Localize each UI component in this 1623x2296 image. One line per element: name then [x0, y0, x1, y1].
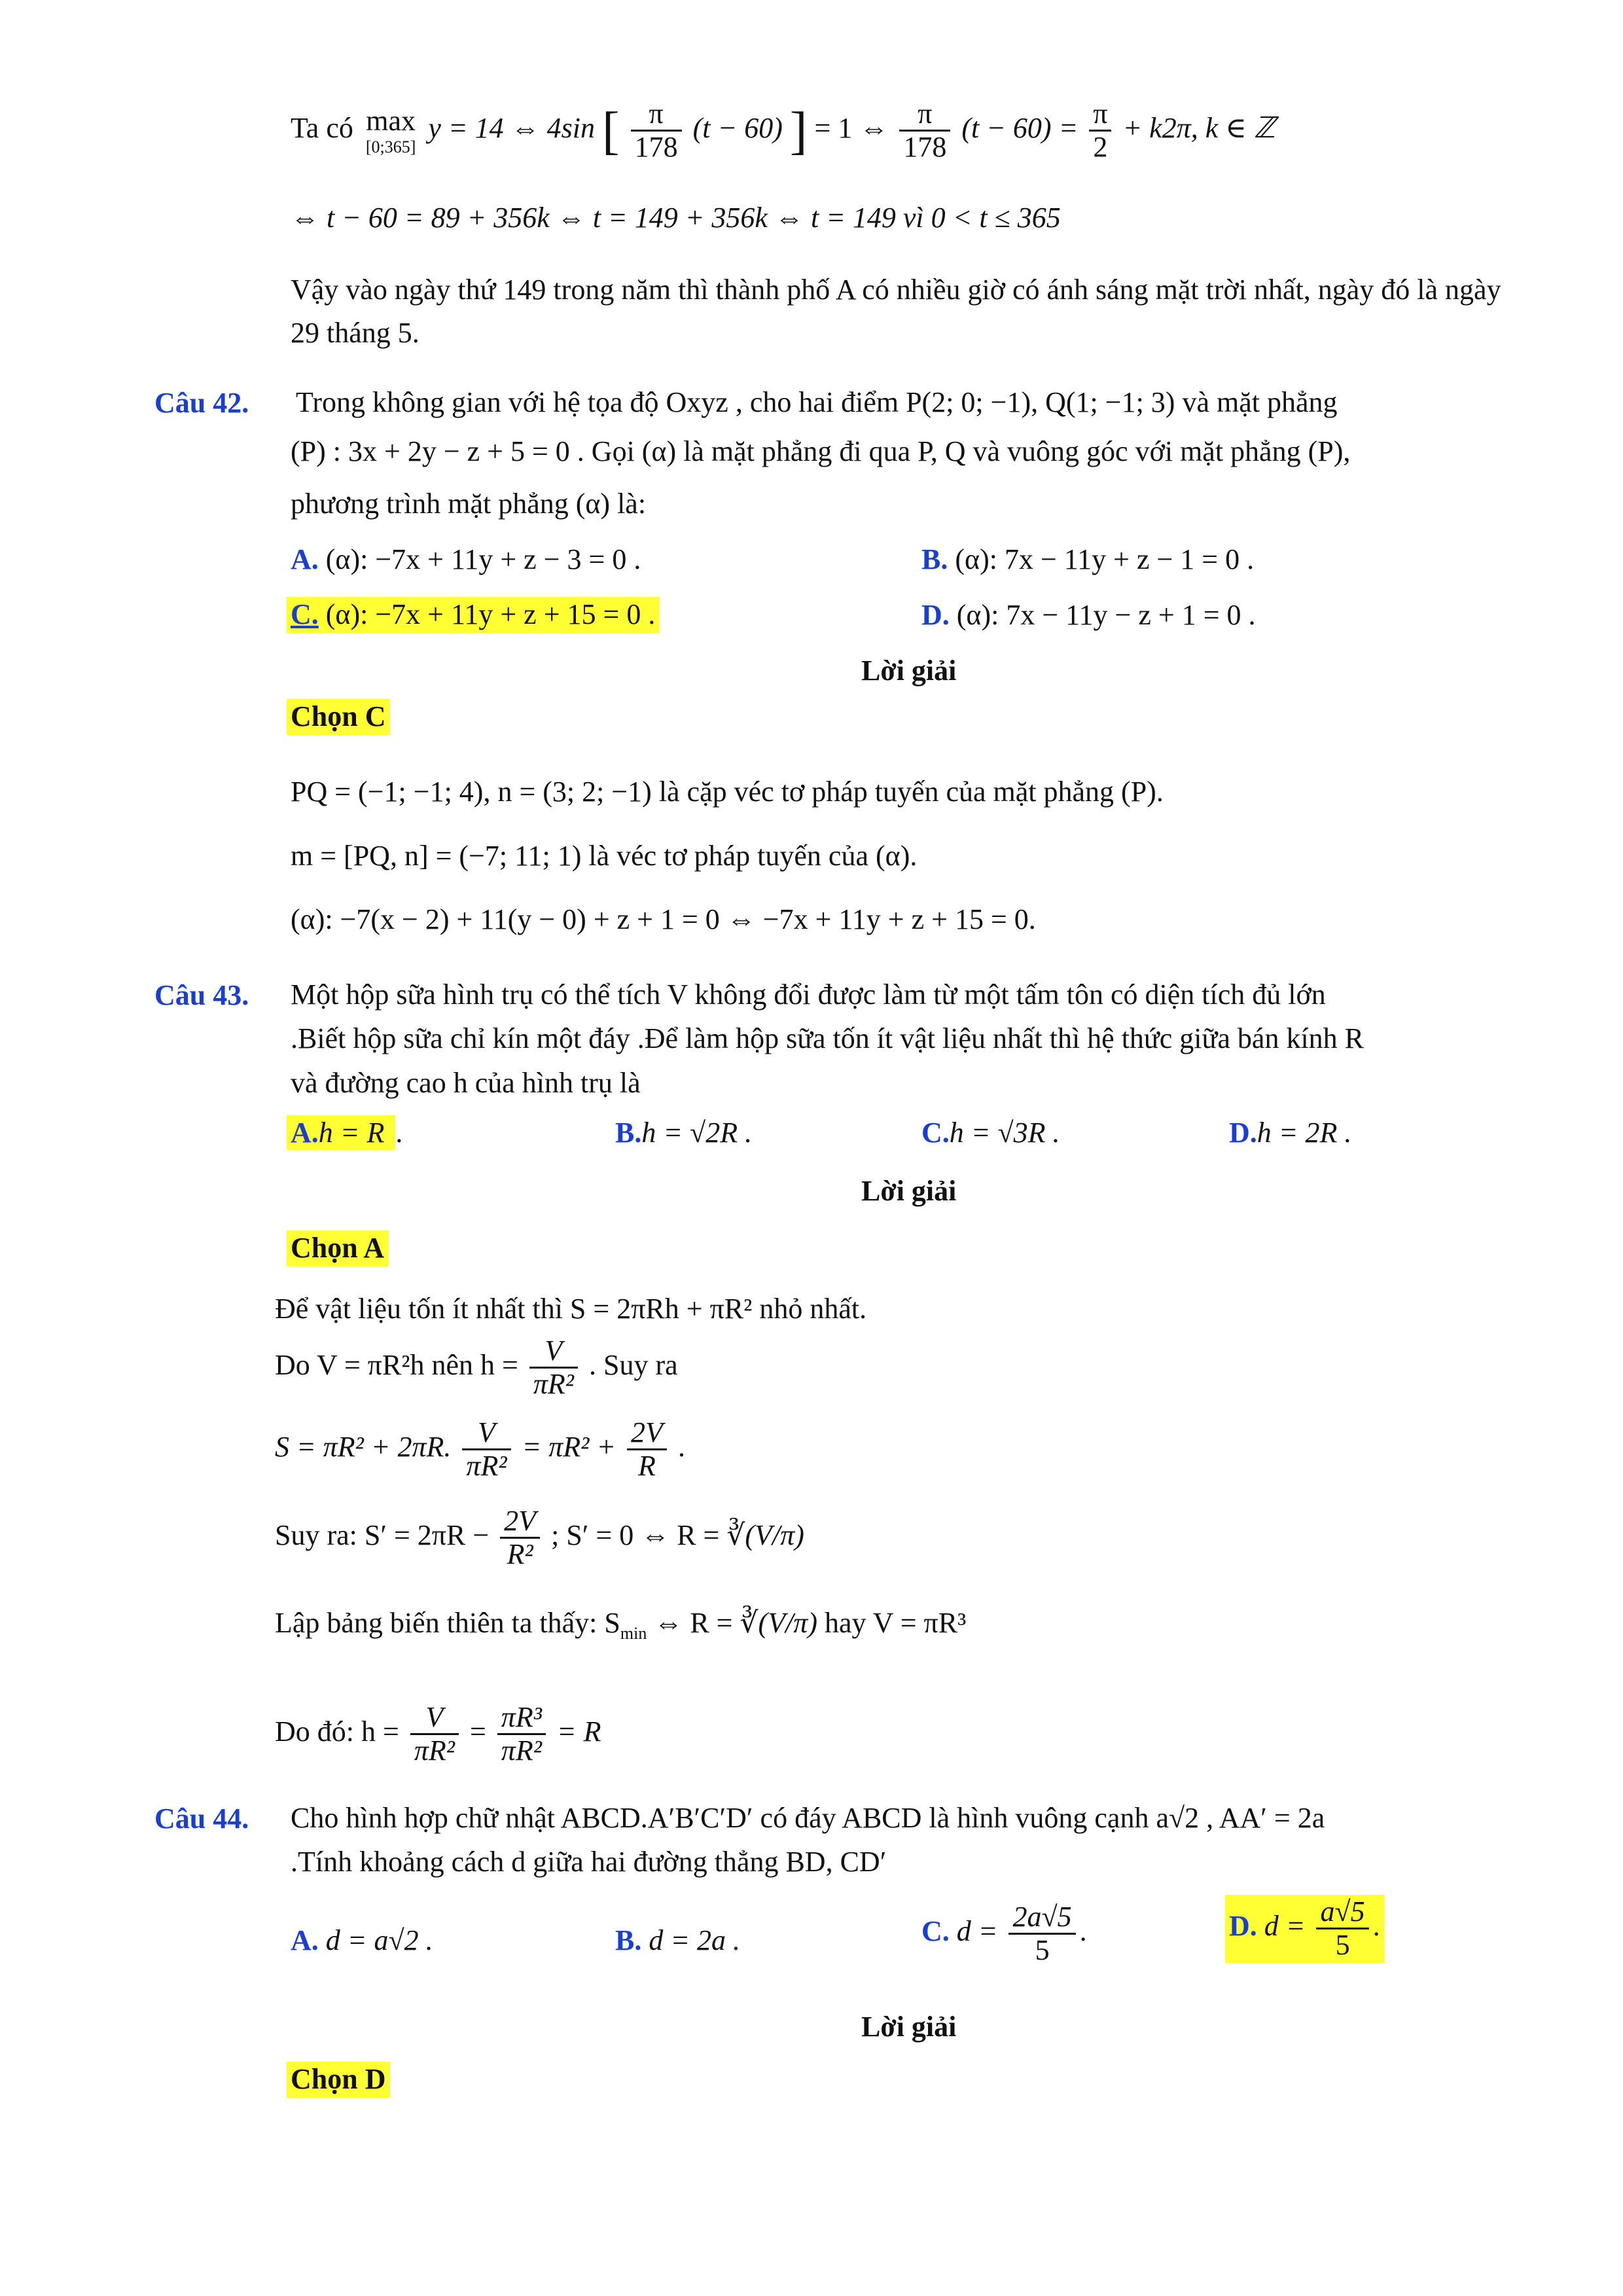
option-text: d =: [1264, 1909, 1306, 1942]
intro-line-1: [291, 98, 1275, 164]
option-letter: A.: [291, 1117, 319, 1149]
option-text: d =: [956, 1914, 998, 1947]
q43-solution-title: Lời giải: [861, 1175, 957, 1207]
q43-solution-4: [275, 1505, 804, 1571]
q42-stem-1: Trong không gian với hệ tọa độ Oxyz , cho hai điểm P(2; 0; −1), Q(1; −1; 3) và mặt phẳng: [296, 386, 1338, 418]
q43-stem-1: Một hộp sữa hình trụ có thể tích V không đổi được làm từ một tấm tôn có diện tích đủ lớn: [291, 978, 1326, 1011]
cube-root: ∛(V/π): [740, 1607, 817, 1639]
option-text: (α): −7x + 11y + z − 3 = 0 .: [325, 543, 641, 575]
option-letter: B.: [615, 1924, 642, 1956]
q43-solution-5: [275, 1607, 966, 1643]
q43-choice: Chọn A: [287, 1230, 388, 1266]
frac-den: R²: [507, 1538, 533, 1571]
intro-math-a: y = 14 ⇔ 4sin: [428, 111, 595, 144]
intro-math-d: (t − 60) =: [961, 111, 1079, 144]
intro-math-c: = 1 ⇔: [814, 111, 889, 144]
bracket-close: ]: [789, 101, 808, 160]
option-letter: D.: [921, 599, 950, 631]
intro-math-b: (t − 60): [692, 111, 783, 144]
option-letter: D.: [1229, 1117, 1257, 1149]
q42-solution-2: m = [PQ, n] = (−7; 11; 1) là véc tơ pháp tuyến của (α).: [291, 840, 918, 872]
frac-den: 5: [1335, 1929, 1350, 1962]
option-letter: C.: [291, 598, 319, 630]
intro-prefix: Ta có: [291, 111, 353, 144]
sol-text: =: [469, 1715, 486, 1748]
subscript: min: [620, 1623, 647, 1643]
option-text: h = √2R .: [641, 1117, 753, 1149]
q42-option-c[interactable]: [287, 597, 659, 633]
sol-text: = πR² +: [522, 1430, 616, 1463]
frac-num: π: [631, 98, 682, 132]
q44-stem-1: Cho hình hợp chữ nhật ABCD.A′B′C′D′ có đáy ABCD là hình vuông cạnh a√2 , AA′ = 2a: [291, 1802, 1325, 1834]
fraction: [497, 1702, 546, 1767]
option-text: h = R: [318, 1117, 385, 1149]
q43-option-a[interactable]: [287, 1117, 402, 1150]
option-letter: C.: [921, 1117, 950, 1149]
q42-label: Câu 42.: [154, 387, 249, 419]
sol-text: Suy ra: S′ = 2πR −: [275, 1518, 490, 1551]
q42-option-a[interactable]: [291, 543, 641, 577]
sol-text: Lập bảng biến thiên ta thấy: S: [275, 1607, 620, 1639]
q42-option-b[interactable]: [921, 543, 1254, 577]
option-letter: C.: [921, 1914, 950, 1947]
frac-num: V: [410, 1702, 459, 1735]
intro-conclusion: Vậy vào ngày thứ 149 trong năm thì thành phố A có nhiều giờ có ánh sáng mặt trời nhất, ngày đó là ngày 29 tháng 5.: [291, 274, 1501, 349]
frac-num: 2a√5: [1008, 1901, 1075, 1935]
q43-solution-3: [275, 1417, 685, 1482]
cube-root: ∛(V/π): [726, 1518, 804, 1551]
q44-label: Câu 44.: [154, 1803, 249, 1835]
q44-option-d[interactable]: D. d = $\frac{a√5}{5}$ .: [1225, 1895, 1384, 1963]
q42-option-d[interactable]: [921, 599, 1256, 632]
q44-choice: Chọn D: [287, 2062, 390, 2098]
option-letter: B.: [615, 1117, 642, 1149]
q43-solution-6: [275, 1702, 601, 1767]
frac-den: πR²: [501, 1734, 542, 1767]
intro-frac-pi-178-2: [899, 98, 950, 164]
q42-solution-1: PQ = (−1; −1; 4), n = (3; 2; −1) là cặp véc tơ pháp tuyến của mặt phẳng (P).: [291, 776, 1164, 808]
fraction: [462, 1417, 510, 1482]
sol-text: Do V = πR²h nên h =: [275, 1348, 518, 1381]
frac-den: 2: [1093, 131, 1108, 164]
q43-solution-2: [275, 1335, 678, 1401]
frac-num: V: [529, 1335, 578, 1369]
q44-option-b[interactable]: [615, 1924, 740, 1958]
frac-num: π: [1089, 98, 1111, 132]
sol-text: = R: [556, 1715, 601, 1748]
sol-text: ⇔ R =: [654, 1607, 733, 1639]
option-tail: .: [395, 1117, 403, 1149]
intro-line-2: ⇔ t − 60 = 89 + 356k ⇔ t = 149 + 356k ⇔ t = 149 vì 0 < t ≤ 365: [291, 202, 1061, 234]
option-text: (α): 7x − 11y − z + 1 = 0 .: [956, 599, 1256, 631]
frac-den: πR²: [466, 1450, 507, 1482]
fraction: [410, 1702, 459, 1767]
q43-label: Câu 43.: [154, 979, 249, 1011]
max-word: max: [366, 104, 416, 137]
frac-den: R: [638, 1450, 656, 1482]
sol-text: ; S′ = 0 ⇔ R =: [551, 1518, 720, 1551]
intro-math-e: + k2π, k ∈ ℤ: [1122, 111, 1275, 144]
frac-num: 2V: [500, 1505, 540, 1539]
option-letter: A.: [291, 543, 319, 575]
frac-den: πR²: [533, 1368, 574, 1401]
fraction: [500, 1505, 540, 1571]
frac-num: πR³: [497, 1702, 546, 1735]
q44-solution-title: Lời giải: [861, 2011, 957, 2043]
fraction: [1316, 1896, 1368, 1962]
option-letter: B.: [921, 543, 948, 575]
q44-stem-2: .Tính khoảng cách d giữa hai đường thẳng BD, CD′: [291, 1846, 887, 1878]
q42-stem-2: (P) : 3x + 2y − z + 5 = 0 . Gọi (α) là mặt phẳng đi qua P, Q và vuông góc với mặt phẳng (P),: [291, 435, 1351, 467]
q42-solution-title: Lời giải: [861, 655, 957, 687]
q44-option-c[interactable]: C. d = $\frac{2a√5}{5}$ .: [921, 1901, 1087, 1967]
fraction: [1008, 1901, 1075, 1967]
sol-text: .: [677, 1430, 685, 1463]
sol-text: Do đó: h =: [275, 1715, 399, 1748]
option-letter: D.: [1229, 1909, 1257, 1942]
q42-stem-3: phương trình mặt phẳng (α) là:: [291, 488, 647, 520]
q43-option-c[interactable]: [921, 1117, 1060, 1150]
intro-frac-pi-2: [1089, 98, 1111, 164]
sol-text: S = πR² + 2πR.: [275, 1430, 452, 1463]
option-text: (α): −7x + 11y + z + 15 = 0 .: [325, 598, 656, 630]
frac-den: πR²: [414, 1734, 455, 1767]
frac-num: 2V: [627, 1417, 667, 1450]
frac-num: a√5: [1316, 1896, 1368, 1929]
option-text: d = a√2 .: [325, 1924, 433, 1956]
q44-option-a[interactable]: [291, 1924, 433, 1958]
q43-stem-2: .Biết hộp sữa chỉ kín một đáy .Để làm hộp sữa tốn ít vật liệu nhất thì hệ thức giữa bán kính R: [291, 1022, 1364, 1054]
intro-frac-pi-178: [631, 98, 682, 164]
frac-den: 178: [903, 131, 947, 164]
fraction: [529, 1335, 578, 1401]
q42-choice: Chọn C: [287, 699, 390, 735]
max-range: [0;365]: [365, 137, 416, 157]
frac-den: 5: [1035, 1934, 1050, 1967]
sol-text: . Suy ra: [589, 1348, 678, 1381]
q43-stem-3: và đường cao h của hình trụ là: [291, 1067, 641, 1099]
option-text: h = √3R .: [949, 1117, 1060, 1149]
option-text: h = 2R .: [1257, 1117, 1352, 1149]
frac-den: 178: [634, 131, 678, 164]
frac-num: π: [899, 98, 950, 132]
frac-num: V: [462, 1417, 510, 1450]
q43-solution-1: Để vật liệu tốn ít nhất thì S = 2πRh + πR² nhỏ nhất.: [275, 1293, 867, 1325]
option-letter: A.: [291, 1924, 319, 1956]
option-text: d = 2a .: [649, 1924, 741, 1956]
q42-solution-3: (α): −7(x − 2) + 11(y − 0) + z + 1 = 0 ⇔ −7x + 11y + z + 15 = 0.: [291, 903, 1036, 935]
q43-option-d[interactable]: [1229, 1117, 1351, 1150]
bracket-open: [: [602, 101, 620, 160]
max-operator: [366, 105, 416, 157]
option-text: (α): 7x − 11y + z − 1 = 0 .: [955, 543, 1255, 575]
q43-option-b[interactable]: [615, 1117, 752, 1150]
sol-text: hay V = πR³: [825, 1607, 967, 1639]
fraction: [627, 1417, 667, 1482]
